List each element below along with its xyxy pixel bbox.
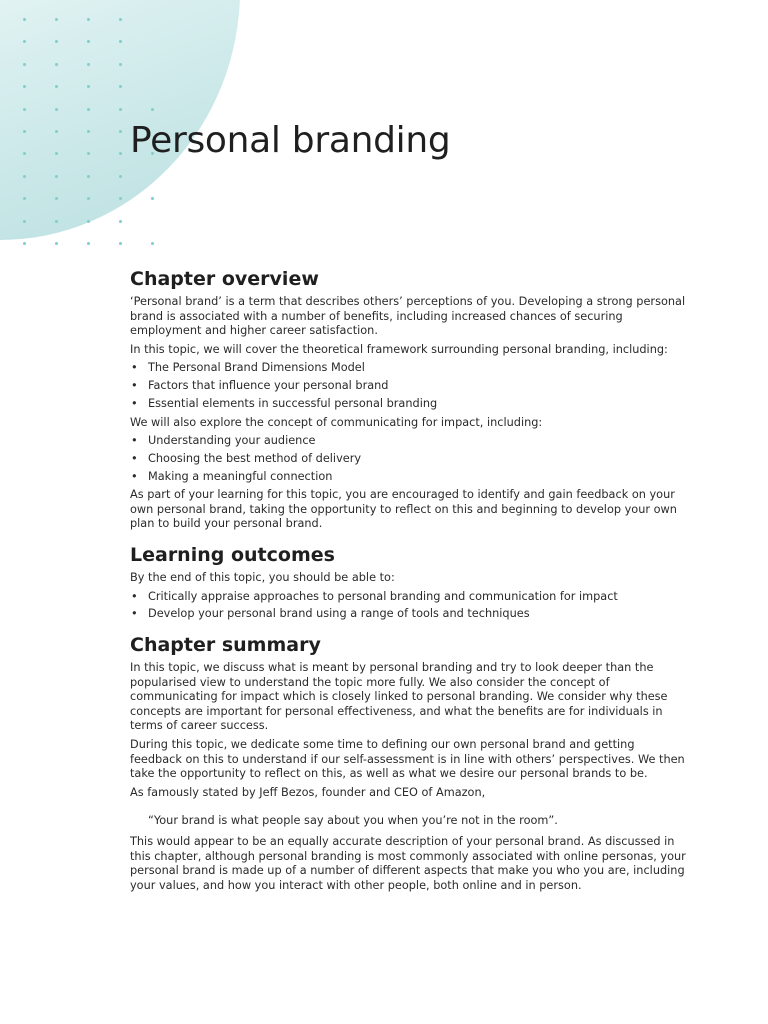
paragraph: During this topic, we dedicate some time to defining our own personal brand and getting feedback on this to understand if our self-assessment is in line with others’ perspectives. We then take the opportunity to reflect on this, as well as what we desire our personal brands to be. (130, 738, 685, 781)
quote: “Your brand is what people say about you when you’re not in the room”. (148, 814, 558, 828)
decorative-dot (55, 220, 58, 223)
paragraph: ‘Personal brand’ is a term that describes others’ perceptions of you. Developing a strong personal brand is associated with a number of benefits, including increased chances of securing employment and higher career satisfaction. (130, 295, 686, 338)
paragraph: As part of your learning for this topic, you are encouraged to identify and gain feedback on your own personal brand, taking the opportunity to reflect on this and beginning to develop your own plan to build your personal brand. (130, 488, 677, 531)
decorative-dot (23, 108, 26, 111)
decorative-dot (151, 242, 154, 245)
page-content (130, 268, 686, 897)
decorative-dot (23, 130, 26, 133)
decorative-dot (87, 18, 90, 21)
list-item: • Factors that influence your personal brand (130, 379, 686, 394)
decorative-dot (119, 18, 122, 21)
paragraph: As famously stated by Jeff Bezos, founder and CEO of Amazon, (130, 785, 486, 799)
list-item: • Develop your personal brand using a range of tools and techniques (130, 607, 686, 622)
decorative-dot (23, 242, 26, 245)
list-item: • Understanding your audience (130, 434, 686, 449)
chapter-overview-section (130, 268, 686, 532)
decorative-dot (119, 108, 122, 111)
decorative-dot (87, 242, 90, 245)
list-item: • Making a meaningful connection (130, 470, 686, 485)
decorative-dot (23, 175, 26, 178)
list-item: • Critically appraise approaches to personal branding and communication for impact (130, 590, 686, 605)
list-item: • The Personal Brand Dimensions Model (130, 361, 686, 376)
list-item: • Choosing the best method of delivery (130, 452, 686, 467)
decorative-dot (55, 63, 58, 66)
decorative-dot (87, 108, 90, 111)
decorative-dot (55, 108, 58, 111)
decorative-dot (119, 130, 122, 133)
page-title: Personal branding (130, 120, 451, 161)
learning-outcomes-heading: Learning outcomes (130, 544, 335, 567)
paragraph: We will also explore the concept of communicating for impact, including: (130, 415, 543, 429)
decorative-dot (23, 63, 26, 66)
list-item: • Essential elements in successful personal branding (130, 397, 686, 412)
chapter-summary-section (130, 634, 686, 893)
bullet-list (130, 434, 686, 484)
decorative-dot (23, 220, 26, 223)
paragraph: In this topic, we discuss what is meant by personal branding and try to look deeper than the popularised view to understand the topic more fully. We also consider the concept of communicating for impact which is closely linked to personal branding. We consider why these concepts are important for personal effectiveness, and what the benefits are for individuals in terms of career success. (130, 661, 668, 733)
bullet-list (130, 590, 686, 622)
decorative-dot (23, 18, 26, 21)
chapter-overview-heading: Chapter overview (130, 268, 319, 290)
decorative-dot (119, 175, 122, 178)
paragraph: By the end of this topic, you should be able to: (130, 571, 395, 585)
decorative-dot (151, 108, 154, 111)
decorative-dot (55, 175, 58, 178)
decorative-dot (55, 130, 58, 133)
decorative-dot (119, 63, 122, 66)
decorative-dot (119, 242, 122, 245)
learning-outcomes-section (130, 544, 686, 622)
decorative-dot (55, 18, 58, 21)
paragraph: This would appear to be an equally accurate description of your personal brand. As discussed in this chapter, although personal branding is most commonly associated with online personas, your personal brand is made up of a number of different aspects that make you who you are, including your values, and how you interact with other people, both online and in person. (130, 834, 686, 892)
decorative-dot (87, 175, 90, 178)
decorative-dot (151, 197, 154, 200)
decorative-dot (119, 220, 122, 223)
decorative-dot (87, 130, 90, 133)
decorative-dot (55, 242, 58, 245)
bullet-list (130, 361, 686, 411)
paragraph: In this topic, we will cover the theoretical framework surrounding personal branding, including: (130, 342, 668, 356)
decorative-dot (87, 63, 90, 66)
chapter-summary-heading: Chapter summary (130, 634, 321, 657)
decorative-dot (87, 220, 90, 223)
